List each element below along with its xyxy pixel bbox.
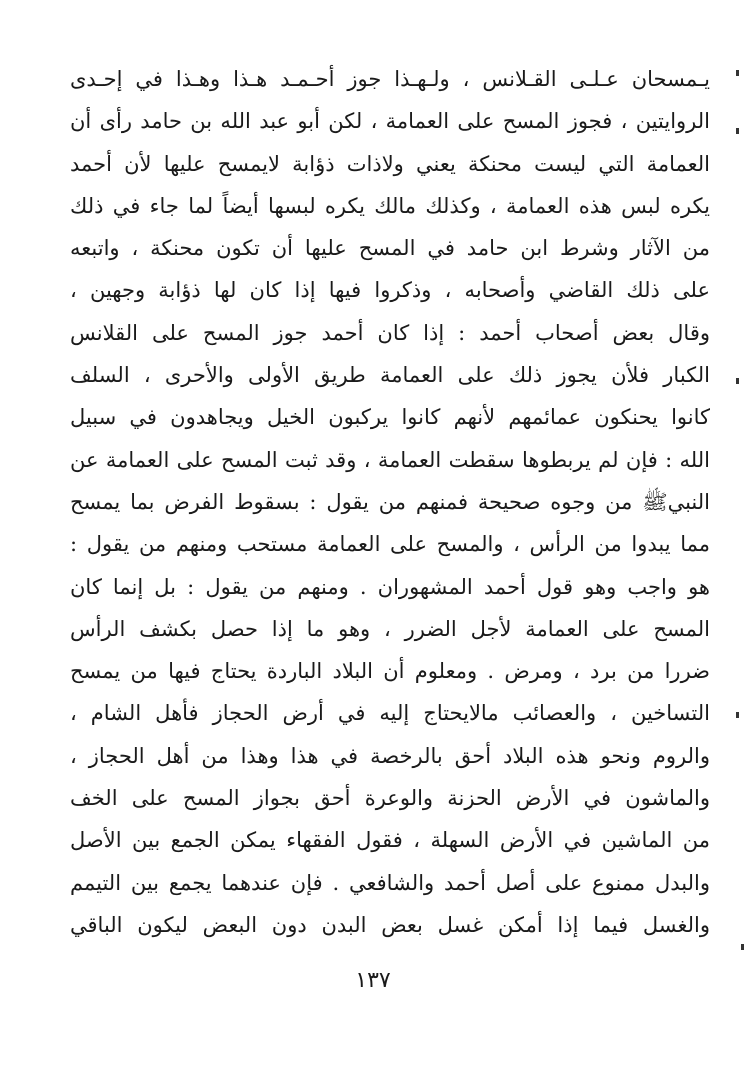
text-line: ضررا من برد ، ومرض . ومعلوم أن البلاد الباردة يحتاج فيها من يمسح xyxy=(70,659,710,684)
text-line: على ذلك القاضي وأصحابه ، وذكروا فيها إذا كان لها ذؤابة وجهين ، xyxy=(70,278,710,303)
text-line: من الآثار وشرط ابن حامد في المسح عليها أن تكون محنكة ، واتبعه xyxy=(70,236,710,261)
body-text xyxy=(70,58,710,946)
text-line: والبدل ممنوع على أصل أحمد والشافعي . فإن عندهما يجمع بين التيمم xyxy=(70,870,710,895)
text-line: والماشون في الأرض الحزنة والوعرة أحق بجواز المسح على الخف xyxy=(70,786,710,811)
text-line: الكبار فلأن يجوز ذلك على العمامة طريق الأولى والأحرى ، السلف xyxy=(70,363,710,388)
page-number: ١٣٧ xyxy=(355,968,391,993)
text-line: كانوا يحنكون عمائمهم لأنهم كانوا يركبون الخيل ويجاهدون في سبيل xyxy=(70,405,710,430)
text-line: والروم ونحو هذه البلاد أحق بالرخصة في هذا وهذا من أهل الحجاز ، xyxy=(70,743,710,768)
text-line: الروايتين ، فجوز المسح على العمامة ، لكن أبو عبد الله بن حامد رأى أن xyxy=(70,109,710,134)
text-line: مما يبدوا من الرأس ، والمسح على العمامة مستحب ومنهم من يقول : xyxy=(70,532,710,557)
margin-mark xyxy=(736,712,739,718)
text-line: من الماشين في الأرض السهلة ، فقول الفقهاء يمكن الجمع بين الأصل xyxy=(70,828,710,853)
text-line: يـمسحان عـلـى القـلانس ، ولـهـذا جوز أحـمـد هـذا وهـذا في إحـدى xyxy=(70,67,710,91)
text-line: والغسل فيما إذا أمكن غسل بعض البدن دون البعض ليكون الباقي xyxy=(70,912,710,937)
text-line: هو واجب وهو قول أحمد المشهوران . ومنهم من يقول : بل إنما كان xyxy=(70,574,710,599)
text-line: الله : فإن لم يربطوها سقطت العمامة ، وقد ثبت المسح على العمامة عن xyxy=(70,447,710,472)
text-line: العمامة التي ليست محنكة يعني ولاذات ذؤابة لايمسح عليها لأن أحمد xyxy=(70,151,710,176)
margin-mark xyxy=(736,378,739,384)
text-line: يكره لبس هذه العمامة ، وكذلك مالك يكره لبسها أيضاً لما جاء في ذلك xyxy=(70,193,710,218)
margin-mark xyxy=(736,70,739,76)
text-line: وقال بعض أصحاب أحمد : إذا كان أحمد جوز المسح على القلانس xyxy=(70,320,710,345)
margin-mark xyxy=(736,128,739,134)
text-line: المسح على العمامة لأجل الضرر ، وهو ما إذا حصل بكشف الرأس xyxy=(70,616,710,641)
text-line: النبيﷺ من وجوه صحيحة فمنهم من يقول : بسقوط الفرض بما يمسح xyxy=(70,489,710,514)
text-line: التساخين ، والعصائب مالايحتاج إليه في أرض الحجاز فأهل الشام ، xyxy=(70,701,710,726)
margin-mark xyxy=(741,944,744,950)
